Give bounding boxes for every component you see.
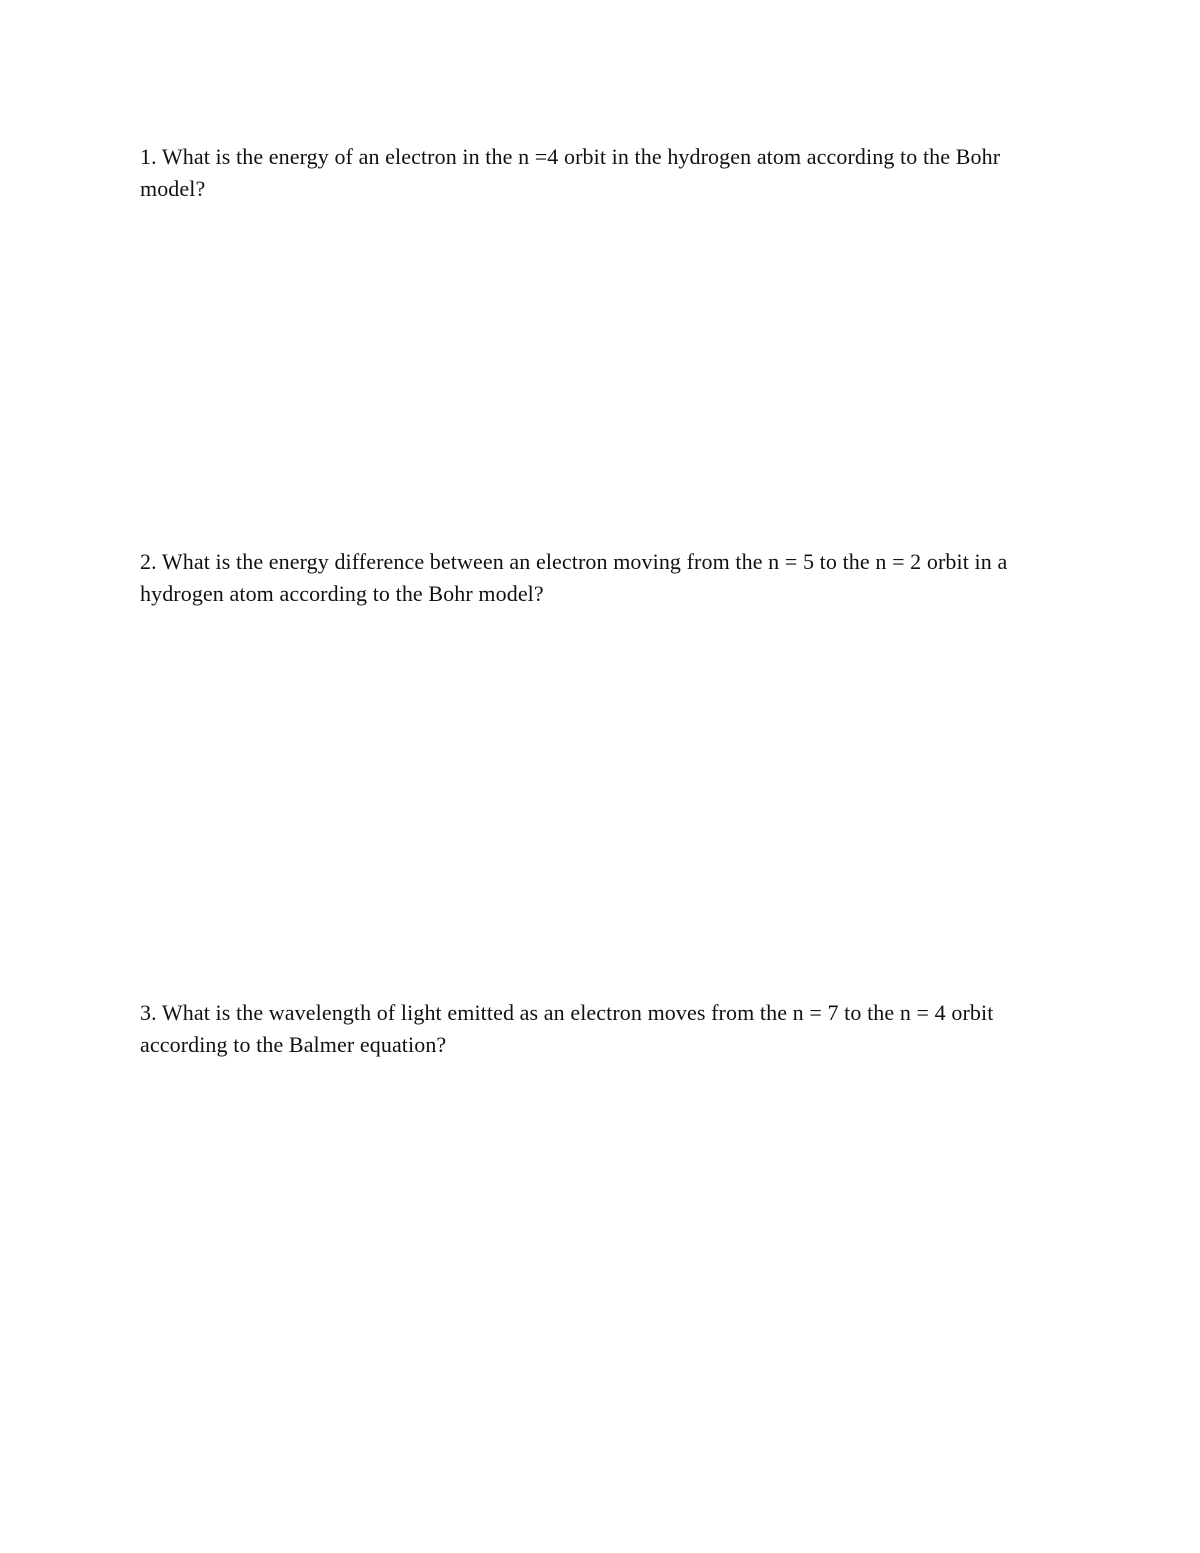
question-3: 3. What is the wavelength of light emitted as an electron moves from the n = 7 to the n = 4 orbit according to the Balmer equation? [140, 1000, 994, 1057]
question-1: 1. What is the energy of an electron in the n =4 orbit in the hydrogen atom according to the Bohr model? [140, 144, 1001, 201]
question-2: 2. What is the energy difference between an electron moving from the n = 5 to the n = 2 orbit in a hydrogen atom according to the Bohr model? [140, 549, 1008, 606]
